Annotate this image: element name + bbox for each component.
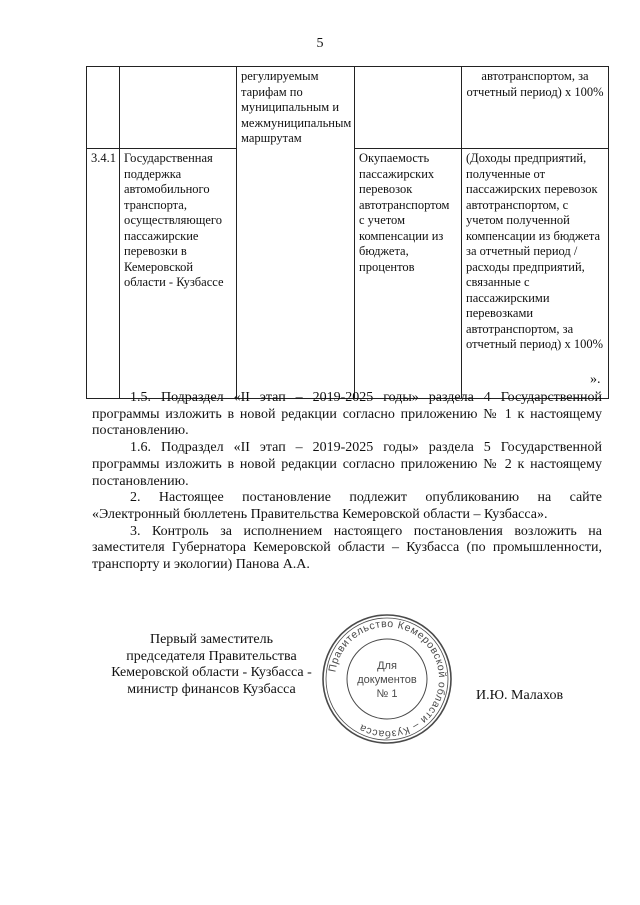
paragraph: 1.6. Подраздел «II этап – 2019-2025 годы» раздела 5 Государственной программы изложить в новой редакции согласно приложению № 2 к настоящему постановлению. (92, 440, 602, 489)
table-row (87, 149, 609, 399)
tariff-text: регулируемым тарифам по муниципальным и межмуниципальным маршрутам (241, 69, 352, 145)
page-number: 5 (316, 36, 324, 51)
table-cell (355, 67, 462, 149)
signatory-name: И.Ю. Малахов (476, 688, 564, 703)
event-name-cell (120, 149, 237, 399)
table-row (87, 67, 609, 149)
paragraph: 2. Настоящее постановление подлежит опубликованию на сайте «Электронный бюллетень Правительства Кемеровской области – Кузбасса». (92, 490, 602, 522)
table-cell-tariff-cont (237, 149, 355, 399)
table-cell-formula-prev (462, 67, 609, 149)
official-stamp (320, 612, 454, 746)
stamp-ring-textpath: Правительство Кемеровской области – Кузбасса (326, 617, 449, 741)
indicator-cell (355, 149, 462, 399)
signatory-title-line: министр финансов Кузбасса (127, 682, 296, 698)
formula-text: (Доходы предприятий, полученные от пассажирских перевозок автотранспортом, с учетом полученной компенсации из бюджета за отчетный период / расходы предприятий, связанные с пассажирскими перевозками автотранспортом, за отчетный период) х 100% (466, 151, 603, 351)
table-cell (120, 67, 237, 149)
event-name: Государственная поддержка автомобильного транспорта, осуществляющего пассажирские перевозки в Кемеровской области - Кузбассе (124, 151, 224, 289)
row-number-cell (87, 149, 120, 399)
table-cell (87, 67, 120, 149)
formula-prev-text: автотранспортом, за отчетный период) х 100% (466, 69, 604, 99)
indicators-table (86, 66, 609, 399)
closing-quote: ». (590, 372, 601, 387)
paragraph: 3. Контроль за исполнением настоящего постановления возложить на заместителя Губернатора Кемеровской области – Кузбасса (по промышленности, транспорту и экологии) Панова А.А. (92, 523, 602, 573)
signatory-title-line: председателя Правительства (126, 648, 297, 664)
stamp-center-line: Для (377, 660, 397, 672)
row-number: 3.4.1 (91, 151, 116, 165)
signatory-title-line: Кемеровской области - Кузбасса - (111, 665, 312, 681)
resolution-body (92, 390, 602, 574)
formula-cell (462, 149, 609, 399)
signatory-title (94, 632, 329, 699)
table-cell-tariff (237, 67, 355, 149)
paragraph: 1.5. Подраздел «II этап – 2019-2025 годы» раздела 4 Государственной программы изложить в новой редакции согласно приложению № 1 к настоящему постановлению. (92, 390, 602, 439)
stamp-center-line: № 1 (376, 688, 398, 700)
indicator-text: Окупаемость пассажирских перевозок автотранспортом с учетом компенсации из бюджета, процентов (359, 151, 450, 274)
signatory-title-line: Первый заместитель (149, 632, 274, 647)
stamp-center-line: документов (357, 674, 417, 686)
